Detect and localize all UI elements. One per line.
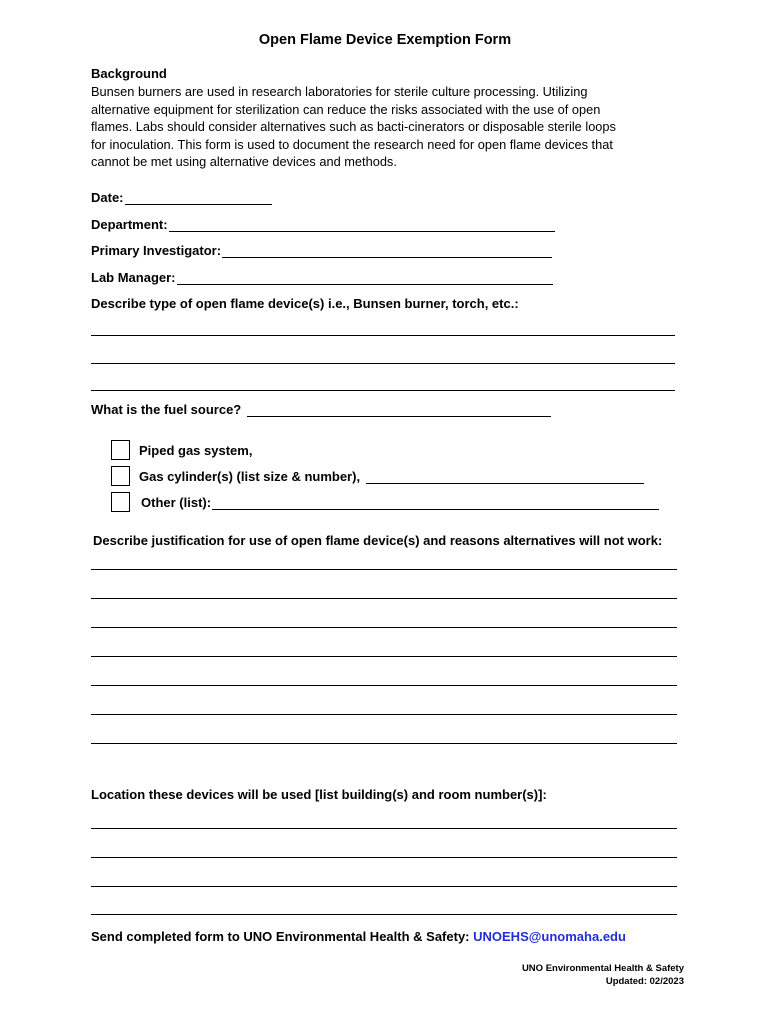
background-line: for inoculation. This form is used to document the research need for open flame devices that: [91, 136, 613, 152]
location-answer-line[interactable]: [91, 914, 677, 915]
date-label: Date:: [91, 190, 124, 205]
email-link[interactable]: UNOEHS@unomaha.edu: [473, 929, 626, 944]
piped-gas-label: Piped gas system,: [139, 443, 253, 458]
location-answer-line[interactable]: [91, 857, 677, 858]
footer-org: UNO Environmental Health & Safety: [521, 963, 684, 974]
footer-updated: Updated: 02/2023: [605, 976, 684, 987]
justification-answer-line[interactable]: [91, 743, 677, 744]
gas-cylinder-field: [139, 469, 644, 484]
justification-answer-line[interactable]: [91, 569, 677, 570]
background-line: flames. Labs should consider alternatives such as bacti-cinerators or disposable sterile loops: [91, 119, 616, 135]
other-fuel-input-line[interactable]: [212, 497, 659, 510]
justification-answer-line[interactable]: [91, 598, 677, 599]
background-heading: Background: [91, 66, 167, 81]
fuel-source-question: What is the fuel source?: [91, 402, 242, 417]
date-field: [91, 190, 272, 205]
location-question: Location these devices will be used [list building(s) and room number(s)]:: [91, 787, 547, 802]
other-fuel-label: Other (list):: [141, 495, 212, 510]
background-line: alternative equipment for sterilization can reduce the risks associated with the use of open: [91, 101, 601, 117]
gas-cylinder-input-line[interactable]: [366, 471, 644, 484]
primary-investigator-label: Primary Investigator:: [91, 243, 222, 258]
date-input-line[interactable]: [125, 192, 272, 205]
background-paragraph: [91, 83, 681, 171]
device-type-question: Describe type of open flame device(s) i.e., Bunsen burner, torch, etc.:: [91, 296, 519, 311]
fuel-source-field: [91, 402, 551, 417]
form-title: Open Flame Device Exemption Form: [258, 32, 512, 48]
justification-answer-line[interactable]: [91, 685, 677, 686]
gas-cylinder-label: Gas cylinder(s) (list size & number),: [139, 469, 361, 484]
department-field: [91, 217, 555, 232]
device-type-answer-line[interactable]: [91, 363, 675, 364]
justification-answer-line[interactable]: [91, 656, 677, 657]
device-type-answer-line[interactable]: [91, 335, 675, 336]
background-line: cannot be met using alternative devices and methods.: [91, 154, 397, 170]
justification-question: Describe justification for use of open flame device(s) and reasons alternatives will not work:: [93, 533, 663, 548]
department-input-line[interactable]: [169, 219, 555, 232]
background-line: Bunsen burners are used in research laboratories for sterile culture processing. Utilizing: [91, 84, 588, 99]
footer: [522, 962, 684, 988]
other-fuel-field: [141, 495, 659, 510]
justification-answer-line[interactable]: [91, 714, 677, 715]
fuel-source-input-line[interactable]: [247, 404, 551, 417]
lab-manager-input-line[interactable]: [177, 272, 553, 285]
device-type-answer-line[interactable]: [91, 390, 675, 391]
department-label: Department:: [91, 217, 168, 232]
send-instruction-text: Send completed form to UNO Environmental Health & Safety:: [91, 929, 470, 944]
other-fuel-checkbox[interactable]: [111, 492, 130, 512]
lab-manager-field: [91, 270, 553, 285]
primary-investigator-input-line[interactable]: [222, 245, 552, 258]
justification-answer-line[interactable]: [91, 627, 677, 628]
lab-manager-label: Lab Manager:: [91, 270, 176, 285]
gas-cylinder-checkbox[interactable]: [111, 466, 130, 486]
piped-gas-checkbox[interactable]: [111, 440, 130, 460]
location-answer-line[interactable]: [91, 886, 677, 887]
location-answer-line[interactable]: [91, 828, 677, 829]
primary-investigator-field: [91, 243, 552, 258]
send-instruction: [91, 929, 626, 944]
